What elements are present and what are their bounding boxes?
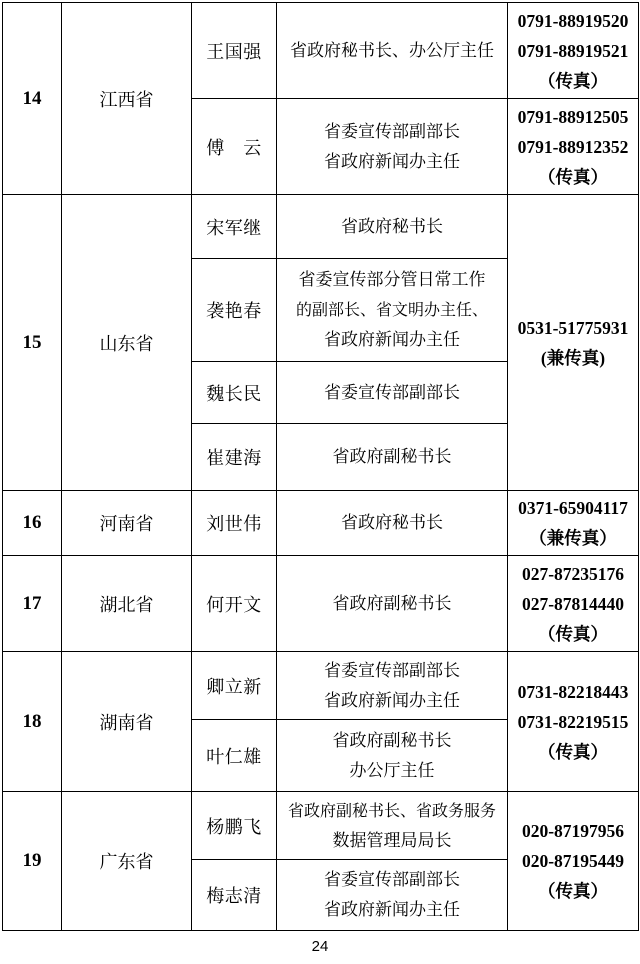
contact-name: 杨鹏飞 [192, 792, 277, 860]
position-line: 省政府副秘书长、省政务服务 [287, 800, 496, 820]
phone-cell [508, 792, 639, 931]
contact-name: 王国强 [192, 3, 277, 99]
phone-cell [508, 491, 639, 556]
position-line: 省政府新闻办主任 [324, 330, 460, 350]
phone-cell [508, 3, 639, 99]
position-line: 省政府新闻办主任 [324, 900, 460, 920]
province-cell: 河南省 [62, 491, 192, 556]
position-line: 省政府副秘书长 [332, 730, 452, 751]
contact-name: 宋军继 [192, 195, 277, 259]
contact-name: 刘世伟 [192, 491, 277, 556]
table-row [3, 3, 639, 99]
contact-name: 何开文 [192, 556, 277, 652]
table-row [3, 652, 639, 720]
contact-name: 叶仁雄 [192, 720, 277, 792]
contact-name: 袭艳春 [192, 259, 277, 362]
phone-number: 0371-65904117 [518, 498, 628, 518]
contacts-table [2, 2, 639, 931]
phone-number: 027-87235176 [521, 563, 625, 584]
table-row [3, 792, 639, 860]
position-line: 省政府新闻办主任 [324, 690, 460, 711]
phone-cell [508, 652, 639, 792]
row-number: 18 [3, 652, 62, 792]
position-line: 省委宣传部副部长 [324, 121, 460, 142]
position-line: 数据管理局局长 [332, 830, 452, 851]
position-cell [277, 99, 508, 195]
contact-name: 魏长民 [192, 362, 277, 424]
position-cell [277, 652, 508, 720]
table-row [3, 556, 639, 652]
position-line: 省政府秘书长 [341, 513, 443, 533]
position-cell [277, 792, 508, 860]
province-cell: 江西省 [62, 3, 192, 195]
row-number: 15 [3, 195, 62, 491]
phone-number: 0731-82219515 [517, 711, 629, 732]
contact-name: 梅志清 [192, 860, 277, 931]
phone-number: 0531-51775931 [517, 317, 629, 338]
position-line: 办公厅主任 [349, 760, 435, 781]
province-cell: 湖北省 [62, 556, 192, 652]
province-cell: 广东省 [62, 792, 192, 931]
phone-cell [508, 556, 639, 652]
position-cell [277, 362, 508, 424]
position-cell [277, 3, 508, 99]
contact-name: 崔建海 [192, 424, 277, 491]
position-cell [277, 195, 508, 259]
phone-note: （传真） [538, 166, 608, 187]
phone-number: 020-87197956 [521, 821, 625, 841]
position-line: 省委宣传部分管日常工作 [298, 270, 486, 290]
table-row [3, 491, 639, 556]
phone-number: 0731-82218443 [517, 681, 629, 702]
table-row [3, 195, 639, 259]
phone-note: （兼传真） [529, 528, 617, 548]
phone-note: （传真） [538, 623, 608, 644]
phone-note: (兼传真) [540, 347, 606, 368]
phone-cell [508, 195, 639, 491]
phone-number: 027-87814440 [521, 593, 625, 614]
position-line: 省政府秘书长 [341, 216, 443, 237]
position-line: 省政府副秘书长 [332, 447, 452, 467]
row-number: 16 [3, 491, 62, 556]
position-line: 的副部长、省文明办主任、 [295, 300, 488, 319]
position-cell [277, 720, 508, 792]
phone-number: 0791-88912505 [517, 106, 629, 127]
position-cell [277, 860, 508, 931]
phone-cell [508, 99, 639, 195]
position-line: 省委宣传部副部长 [324, 870, 460, 890]
position-line: 省政府副秘书长 [332, 593, 452, 614]
row-number: 19 [3, 792, 62, 931]
phone-note: （传真） [538, 741, 608, 762]
position-line: 省政府秘书长、办公厅主任 [290, 40, 494, 61]
contact-name: 傅 云 [192, 99, 277, 195]
row-number: 14 [3, 3, 62, 195]
contact-name: 卿立新 [192, 652, 277, 720]
page-number: 24 [311, 938, 329, 955]
position-line: 省委宣传部副部长 [324, 382, 460, 403]
phone-number: 0791-88919520 [517, 10, 629, 31]
phone-note: （传真） [538, 70, 608, 91]
position-line: 省政府新闻办主任 [324, 151, 460, 172]
position-line: 省委宣传部副部长 [324, 660, 460, 681]
phone-number: 0791-88912352 [517, 136, 629, 157]
province-cell: 山东省 [62, 195, 192, 491]
phone-note: （传真） [538, 881, 608, 901]
position-cell [277, 424, 508, 491]
phone-number: 020-87195449 [521, 851, 625, 871]
position-cell [277, 259, 508, 362]
row-number: 17 [3, 556, 62, 652]
position-cell [277, 491, 508, 556]
phone-number: 0791-88919521 [517, 40, 629, 61]
position-cell [277, 556, 508, 652]
province-cell: 湖南省 [62, 652, 192, 792]
